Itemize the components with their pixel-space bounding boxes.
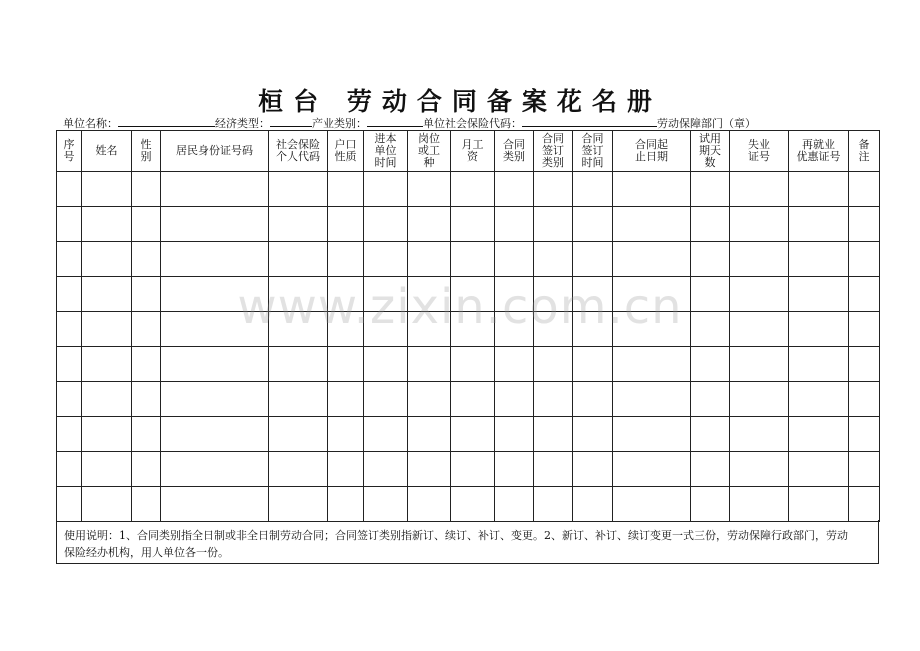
table-cell — [269, 487, 328, 522]
table-cell — [451, 452, 495, 487]
table-cell — [161, 207, 269, 242]
table-cell — [82, 242, 132, 277]
table-cell — [364, 487, 408, 522]
table-cell — [730, 417, 789, 452]
column-header: 合同 类别 — [495, 131, 534, 172]
column-header: 社会保险 个人代码 — [269, 131, 328, 172]
table-cell — [328, 347, 364, 382]
table-cell — [82, 207, 132, 242]
column-header: 序 号 — [57, 131, 82, 172]
table-cell — [849, 417, 880, 452]
table-cell — [534, 347, 573, 382]
table-cell — [132, 487, 161, 522]
table-body — [57, 172, 880, 522]
table-cell — [534, 417, 573, 452]
column-header: 备 注 — [849, 131, 880, 172]
table-cell — [451, 382, 495, 417]
table-cell — [161, 242, 269, 277]
table-cell — [132, 242, 161, 277]
table-row — [57, 452, 880, 487]
column-header: 性 别 — [132, 131, 161, 172]
industry-label: 产业类别： — [312, 117, 367, 130]
labor-dept-label: 劳动保障部门（章） — [657, 117, 756, 130]
column-header: 合同 签订 时间 — [573, 131, 613, 172]
table-cell — [849, 452, 880, 487]
table-cell — [408, 172, 451, 207]
table-cell — [730, 452, 789, 487]
table-cell — [408, 347, 451, 382]
table-cell — [408, 452, 451, 487]
table-cell — [364, 242, 408, 277]
table-cell — [161, 172, 269, 207]
table-cell — [534, 382, 573, 417]
table-cell — [328, 207, 364, 242]
table-cell — [408, 487, 451, 522]
column-header: 失业 证号 — [730, 131, 789, 172]
unit-info-line — [63, 115, 883, 131]
column-header: 合同 签订 类别 — [534, 131, 573, 172]
column-header: 合同起 止日期 — [613, 131, 691, 172]
table-cell — [495, 172, 534, 207]
table-cell — [495, 487, 534, 522]
table-cell — [161, 347, 269, 382]
table-cell — [613, 347, 691, 382]
table-row — [57, 207, 880, 242]
table-cell — [495, 347, 534, 382]
table-cell — [789, 382, 849, 417]
table-cell — [534, 172, 573, 207]
table-cell — [534, 242, 573, 277]
table-cell — [573, 207, 613, 242]
header-row — [57, 131, 880, 172]
table-cell — [451, 172, 495, 207]
table-cell — [730, 242, 789, 277]
table-cell — [161, 417, 269, 452]
table-cell — [132, 172, 161, 207]
table-cell — [573, 382, 613, 417]
column-header: 姓名 — [82, 131, 132, 172]
table-cell — [82, 347, 132, 382]
table-cell — [613, 452, 691, 487]
table-cell — [789, 417, 849, 452]
table-cell — [849, 207, 880, 242]
economic-type-blank — [270, 116, 312, 127]
table-cell — [161, 382, 269, 417]
table-cell — [789, 347, 849, 382]
table-cell — [269, 347, 328, 382]
table-cell — [57, 242, 82, 277]
table-cell — [364, 172, 408, 207]
watermark-text: www.zixin.com.cn — [237, 279, 683, 335]
table-cell — [57, 347, 82, 382]
table-cell — [82, 452, 132, 487]
table-cell — [328, 172, 364, 207]
table-cell — [730, 382, 789, 417]
table-cell — [132, 417, 161, 452]
table-cell — [849, 242, 880, 277]
table-cell — [730, 172, 789, 207]
table-cell — [132, 452, 161, 487]
table-cell — [849, 172, 880, 207]
table-cell — [269, 382, 328, 417]
table-cell — [364, 347, 408, 382]
table-cell — [730, 487, 789, 522]
table-cell — [451, 417, 495, 452]
table-cell — [364, 382, 408, 417]
table-cell — [495, 417, 534, 452]
table-cell — [82, 382, 132, 417]
table-cell — [613, 242, 691, 277]
unit-name-blank — [118, 116, 215, 127]
column-header: 岗位 或工 种 — [408, 131, 451, 172]
table-cell — [364, 417, 408, 452]
table-cell — [534, 487, 573, 522]
table-cell — [691, 382, 730, 417]
table-row — [57, 417, 880, 452]
table-cell — [328, 452, 364, 487]
table-cell — [132, 347, 161, 382]
table-cell — [573, 417, 613, 452]
table-cell — [789, 207, 849, 242]
table-cell — [573, 347, 613, 382]
table-cell — [789, 242, 849, 277]
table-row — [57, 242, 880, 277]
usage-note: 使用说明：1、合同类别指全日制或非全日制劳动合同；合同签订类别指新订、续订、补订、变更。2、新订、补订、续订变更一式三份，劳动保障行政部门，劳动 保险经办机构，用人单位各一份。 — [56, 520, 879, 564]
social-security-code-label: 单位社会保险代码： — [423, 117, 522, 130]
table-cell — [789, 487, 849, 522]
table-row — [57, 382, 880, 417]
table-cell — [573, 487, 613, 522]
column-header: 进本 单位 时间 — [364, 131, 408, 172]
column-header: 试用 期天 数 — [691, 131, 730, 172]
table-cell — [451, 207, 495, 242]
table-cell — [730, 207, 789, 242]
table-cell — [495, 382, 534, 417]
table-cell — [269, 207, 328, 242]
table-cell — [495, 242, 534, 277]
column-header: 再就业 优惠证号 — [789, 131, 849, 172]
table-cell — [691, 172, 730, 207]
table-cell — [57, 417, 82, 452]
table-cell — [495, 207, 534, 242]
column-header: 月工 资 — [451, 131, 495, 172]
table-cell — [534, 452, 573, 487]
table-cell — [451, 347, 495, 382]
table-cell — [613, 382, 691, 417]
table-cell — [269, 242, 328, 277]
table-cell — [573, 172, 613, 207]
table-cell — [451, 487, 495, 522]
table-cell — [451, 242, 495, 277]
table-cell — [328, 242, 364, 277]
table-cell — [269, 172, 328, 207]
table-cell — [495, 452, 534, 487]
table-cell — [57, 172, 82, 207]
table-cell — [691, 347, 730, 382]
table-cell — [364, 452, 408, 487]
table-cell — [57, 207, 82, 242]
industry-blank — [367, 116, 423, 127]
table-cell — [849, 382, 880, 417]
economic-type-label: 经济类型： — [215, 117, 270, 130]
table-cell — [161, 487, 269, 522]
table-cell — [613, 172, 691, 207]
table-cell — [57, 382, 82, 417]
table-cell — [82, 172, 132, 207]
table-cell — [328, 487, 364, 522]
table-cell — [573, 452, 613, 487]
table-cell — [613, 487, 691, 522]
table-cell — [328, 382, 364, 417]
column-header: 户口 性质 — [328, 131, 364, 172]
table-cell — [613, 207, 691, 242]
table-cell — [132, 207, 161, 242]
table-cell — [691, 242, 730, 277]
table-cell — [328, 417, 364, 452]
table-cell — [789, 452, 849, 487]
table-cell — [613, 417, 691, 452]
table-cell — [82, 487, 132, 522]
table-cell — [849, 487, 880, 522]
table-cell — [161, 452, 269, 487]
table-cell — [82, 417, 132, 452]
table-cell — [132, 382, 161, 417]
table-cell — [730, 347, 789, 382]
unit-name-label: 单位名称： — [63, 117, 118, 130]
table-cell — [573, 242, 613, 277]
table-cell — [691, 487, 730, 522]
table-cell — [849, 347, 880, 382]
table-cell — [691, 207, 730, 242]
table-cell — [364, 207, 408, 242]
column-header: 居民身份证号码 — [161, 131, 269, 172]
table-cell — [691, 417, 730, 452]
table-cell — [269, 417, 328, 452]
table-cell — [57, 487, 82, 522]
table-cell — [691, 452, 730, 487]
document-title: 桓台 劳动合同备案花名册 — [258, 87, 662, 116]
table-cell — [57, 452, 82, 487]
table-cell — [269, 452, 328, 487]
table-cell — [408, 207, 451, 242]
table-cell — [408, 382, 451, 417]
table-row — [57, 172, 880, 207]
social-security-code-blank — [522, 116, 657, 127]
table-cell — [789, 172, 849, 207]
table-cell — [408, 417, 451, 452]
table-cell — [408, 242, 451, 277]
table-row — [57, 347, 880, 382]
table-row — [57, 487, 880, 522]
table-cell — [534, 207, 573, 242]
